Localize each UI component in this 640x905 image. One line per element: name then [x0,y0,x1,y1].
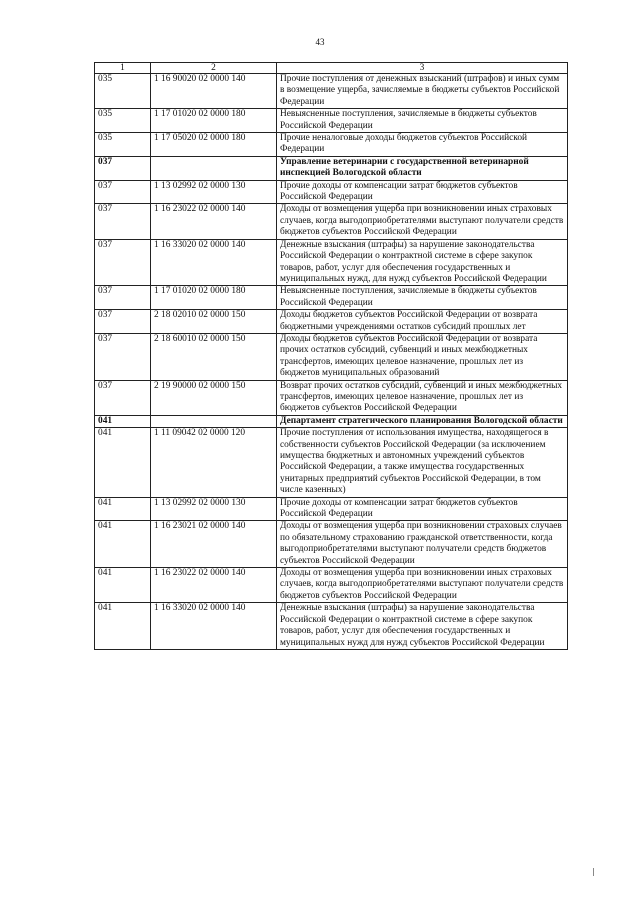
admin-code-cell: 037 [95,180,151,204]
revenue-code-cell [151,156,277,180]
table-row [95,497,568,521]
table-row [95,521,568,568]
revenue-codes-table [94,62,568,650]
table-row [95,133,568,157]
table-row [95,204,568,239]
admin-code-cell: 035 [95,74,151,109]
table-body [95,74,568,650]
table-row [95,286,568,310]
revenue-code-cell: 1 16 90020 02 0000 140 [151,74,277,109]
revenue-name-cell: Возврат прочих остатков субсидий, субвенций и иных межбюджетных трансфертов, имеющих целевое назначение, прошлых лет из бюджетов субъектов Российской Федерации [277,380,568,415]
column-header-2: 2 [151,63,277,74]
table-row [95,428,568,497]
revenue-name-cell: Невыясненные поступления, зачисляемые в бюджеты субъектов Российской Федерации [277,109,568,133]
admin-code-cell: 037 [95,310,151,334]
revenue-name-cell: Прочие доходы от компенсации затрат бюджетов субъектов Российской Федерации [277,497,568,521]
admin-code-cell: 041 [95,603,151,650]
revenue-name-cell: Прочие поступления от денежных взысканий (штрафов) и иных сумм в возмещение ущерба, зачисляемые в бюджеты субъектов Российской Федерации [277,74,568,109]
admin-code-cell: 037 [95,286,151,310]
table-row [95,74,568,109]
section-header-row [95,415,568,427]
admin-code-cell: 041 [95,428,151,497]
revenue-code-cell: 1 13 02992 02 0000 130 [151,497,277,521]
admin-code-cell: 037 [95,333,151,380]
scan-mark [593,868,594,876]
admin-code-cell: 037 [95,239,151,286]
admin-code-cell: 035 [95,133,151,157]
table-row [95,380,568,415]
revenue-name-cell: Доходы бюджетов субъектов Российской Федерации от возврата прочих остатков субсидий, субвенций и иных межбюджетных трансфертов, имеющих целевое назначение, прошлых лет из бюджетов муниципальных образований [277,333,568,380]
table-row [95,239,568,286]
revenue-code-cell: 1 16 33020 02 0000 140 [151,239,277,286]
table-row [95,109,568,133]
administrator-name-cell: Департамент стратегического планирования Вологодской области [277,415,568,427]
revenue-code-cell: 1 16 23022 02 0000 140 [151,204,277,239]
header-row [95,63,568,74]
revenue-name-cell: Доходы бюджетов субъектов Российской Федерации от возврата бюджетными учреждениями остатков субсидий прошлых лет [277,310,568,334]
revenue-code-cell: 1 11 09042 02 0000 120 [151,428,277,497]
admin-code-cell: 041 [95,568,151,603]
revenue-code-cell: 1 16 23021 02 0000 140 [151,521,277,568]
revenue-code-cell [151,415,277,427]
revenue-name-cell: Невыясненные поступления, зачисляемые в бюджеты субъектов Российской Федерации [277,286,568,310]
admin-code-cell: 041 [95,521,151,568]
table-row [95,603,568,650]
revenue-name-cell: Доходы от возмещения ущерба при возникновении иных страховых случаев, когда выгодоприобретателями выступают получатели средств бюджетов субъектов Российской Федерации [277,204,568,239]
revenue-name-cell: Прочие доходы от компенсации затрат бюджетов субъектов Российской Федерации [277,180,568,204]
revenue-code-cell: 2 19 90000 02 0000 150 [151,380,277,415]
revenue-code-cell: 1 13 02992 02 0000 130 [151,180,277,204]
admin-code-cell: 041 [95,497,151,521]
page-number: 43 [315,37,325,47]
revenue-name-cell: Прочие неналоговые доходы бюджетов субъектов Российской Федерации [277,133,568,157]
revenue-name-cell: Доходы от возмещения ущерба при возникновении страховых случаев по обязательному страхованию гражданской ответственности, когда выгодоприобретателями выступают получатели средств бюджетов субъектов Российской Федерации [277,521,568,568]
revenue-code-cell: 1 17 05020 02 0000 180 [151,133,277,157]
section-header-row [95,156,568,180]
administrator-name-cell: Управление ветеринарии с государственной ветеринарной инспекцией Вологодской области [277,156,568,180]
revenue-code-cell: 2 18 60010 02 0000 150 [151,333,277,380]
revenue-name-cell: Прочие поступления от использования имущества, находящегося в собственности субъектов Российской Федерации (за исключением имущества бюджетных и автономных учреждений субъектов Российской Федерации, а также имущества государственных унитарных предприятий субъектов Российской Федерации, в том числе казенных) [277,428,568,497]
revenue-code-cell: 1 16 33020 02 0000 140 [151,603,277,650]
revenue-code-cell: 1 17 01020 02 0000 180 [151,109,277,133]
table-row [95,310,568,334]
admin-code-cell: 037 [95,204,151,239]
revenue-name-cell: Денежные взыскания (штрафы) за нарушение законодательства Российской Федерации о контрактной системе в сфере закупок товаров, работ, услуг для обеспечения государственных и муниципальных нужд, для нужд субъектов Российской Федерации [277,239,568,286]
revenue-code-cell: 1 17 01020 02 0000 180 [151,286,277,310]
admin-code-cell: 035 [95,109,151,133]
table-row [95,180,568,204]
admin-code-cell: 037 [95,156,151,180]
revenue-code-cell: 1 16 23022 02 0000 140 [151,568,277,603]
revenue-name-cell: Доходы от возмещения ущерба при возникновении иных страховых случаев, когда выгодоприобретателями выступают получатели средств бюджетов субъектов Российской Федерации [277,568,568,603]
column-header-3: 3 [277,63,568,74]
table-row [95,333,568,380]
admin-code-cell: 037 [95,380,151,415]
table-row [95,568,568,603]
revenue-code-cell: 2 18 02010 02 0000 150 [151,310,277,334]
revenue-name-cell: Денежные взыскания (штрафы) за нарушение законодательства Российской Федерации о контрактной системе в сфере закупок товаров, работ, услуг для обеспечения государственных и муниципальных нужд для нужд субъектов Российской Федерации [277,603,568,650]
admin-code-cell: 041 [95,415,151,427]
column-header-1: 1 [95,63,151,74]
